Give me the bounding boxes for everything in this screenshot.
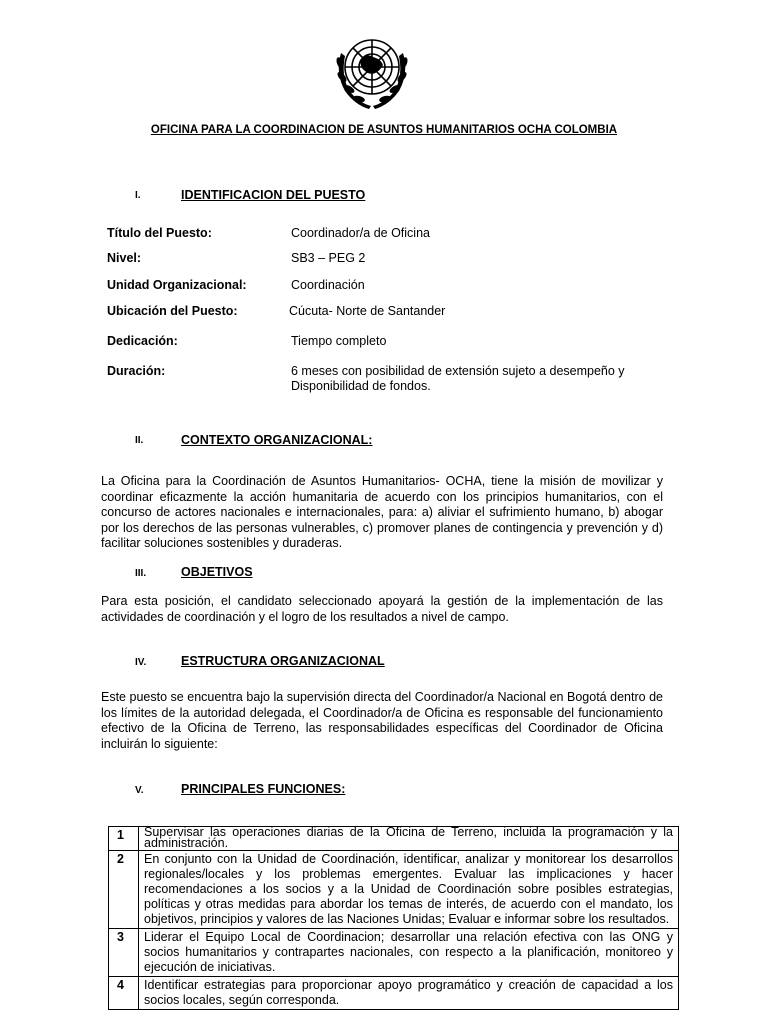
function-text: Supervisar las operaciones diarias de la Oficina de Terreno, incluida la programación y la administración. xyxy=(139,827,679,851)
section-4-paragraph: Este puesto se encuentra bajo la supervisión directa del Coordinador/a Nacional en Bogotá dentro de los límites de la autoridad delegada, el Coordinador/a de Oficina es responsable del funcionamiento efectivo de la Oficina de Terreno, las responsabilidades específicas del Coordinador de Oficina incluirán lo siguiente: xyxy=(101,690,663,751)
section-5-number: V. xyxy=(135,785,144,796)
field-label-dedicacion: Dedicación: xyxy=(107,334,178,348)
function-text: Liderar el Equipo Local de Coordinacion; desarrollar una relación efectiva con las ONG y socios humanitarios y contrapartes nacionales, con respecto a la planificación, monitoreo y ejecución de iniciativas. xyxy=(139,929,679,977)
field-label-ubicacion: Ubicación del Puesto: xyxy=(107,304,238,318)
field-label-titulo: Título del Puesto: xyxy=(107,226,212,240)
section-5-title: PRINCIPALES FUNCIONES: xyxy=(181,782,346,796)
section-2-number: II. xyxy=(135,435,144,446)
field-value-duracion: 6 meses con posibilidad de extensión sujeto a desempeño y xyxy=(291,364,625,378)
field-value-duracion-line2: Disponibilidad de fondos. xyxy=(291,379,431,393)
function-number: 3 xyxy=(109,929,139,977)
section-4-title: ESTRUCTURA ORGANIZACIONAL xyxy=(181,654,385,668)
table-row xyxy=(109,929,679,977)
function-number: 4 xyxy=(109,977,139,1010)
function-text: Identificar estrategias para proporcionar apoyo programático y creación de capacidad a los socios locales, según corresponda. xyxy=(139,977,679,1010)
table-row xyxy=(109,851,679,929)
field-value-dedicacion: Tiempo completo xyxy=(291,334,387,348)
field-label-duracion: Duración: xyxy=(107,364,166,378)
function-text: En conjunto con la Unidad de Coordinación, identificar, analizar y monitorear los desarrollos regionales/locales y los problemas emergentes. Evaluar las implicaciones y hacer recomendaciones a los socios y a la Unidad de Coordinación sobre posibles estrategias, políticas y otras medidas para abordar los temas de interés, de acuerdo con el mandato, los objetivos, principios y valores de las Naciones Unidas; Evaluar e informar sobre los resultados. xyxy=(139,851,679,929)
functions-table xyxy=(108,826,679,1010)
section-2-paragraph: La Oficina para la Coordinación de Asuntos Humanitarios- OCHA, tiene la misión de movilizar y coordinar eficazmente la acción humanitaria de acuerdo con los principios humanitarios, con el concurso de actores nacionales e internacionales, para: a) aliviar el sufrimiento humano, b) abogar por los derechos de las personas vulnerables, c) promover planes de contingencia y prevención y d) facilitar soluciones sostenibles y duraderas. xyxy=(101,474,663,550)
section-3-title: OBJETIVOS xyxy=(181,565,253,579)
section-4-number: IV. xyxy=(135,657,147,668)
organization-title: OFICINA PARA LA COORDINACION DE ASUNTOS HUMANITARIOS OCHA COLOMBIA xyxy=(150,124,618,136)
section-1-title: IDENTIFICACION DEL PUESTO xyxy=(181,188,366,202)
un-emblem-logo xyxy=(333,33,411,113)
section-3-paragraph: Para esta posición, el candidato seleccionado apoyará la gestión de la implementación de las actividades de coordinación y el logro de los resultados a nivel de campo. xyxy=(101,594,663,624)
field-label-nivel: Nivel: xyxy=(107,251,142,265)
section-1-number: I. xyxy=(135,190,141,201)
field-value-unidad: Coordinación xyxy=(291,278,365,292)
function-number: 2 xyxy=(109,851,139,929)
function-number: 1 xyxy=(109,827,139,851)
section-2-title: CONTEXTO ORGANIZACIONAL: xyxy=(181,433,373,447)
table-row xyxy=(109,827,679,851)
table-row xyxy=(109,977,679,1010)
field-value-titulo: Coordinador/a de Oficina xyxy=(291,226,430,240)
field-label-unidad: Unidad Organizacional: xyxy=(107,278,247,292)
field-value-nivel: SB3 – PEG 2 xyxy=(291,251,366,265)
field-value-ubicacion: Cúcuta- Norte de Santander xyxy=(289,304,446,318)
section-3-number: III. xyxy=(135,568,147,579)
